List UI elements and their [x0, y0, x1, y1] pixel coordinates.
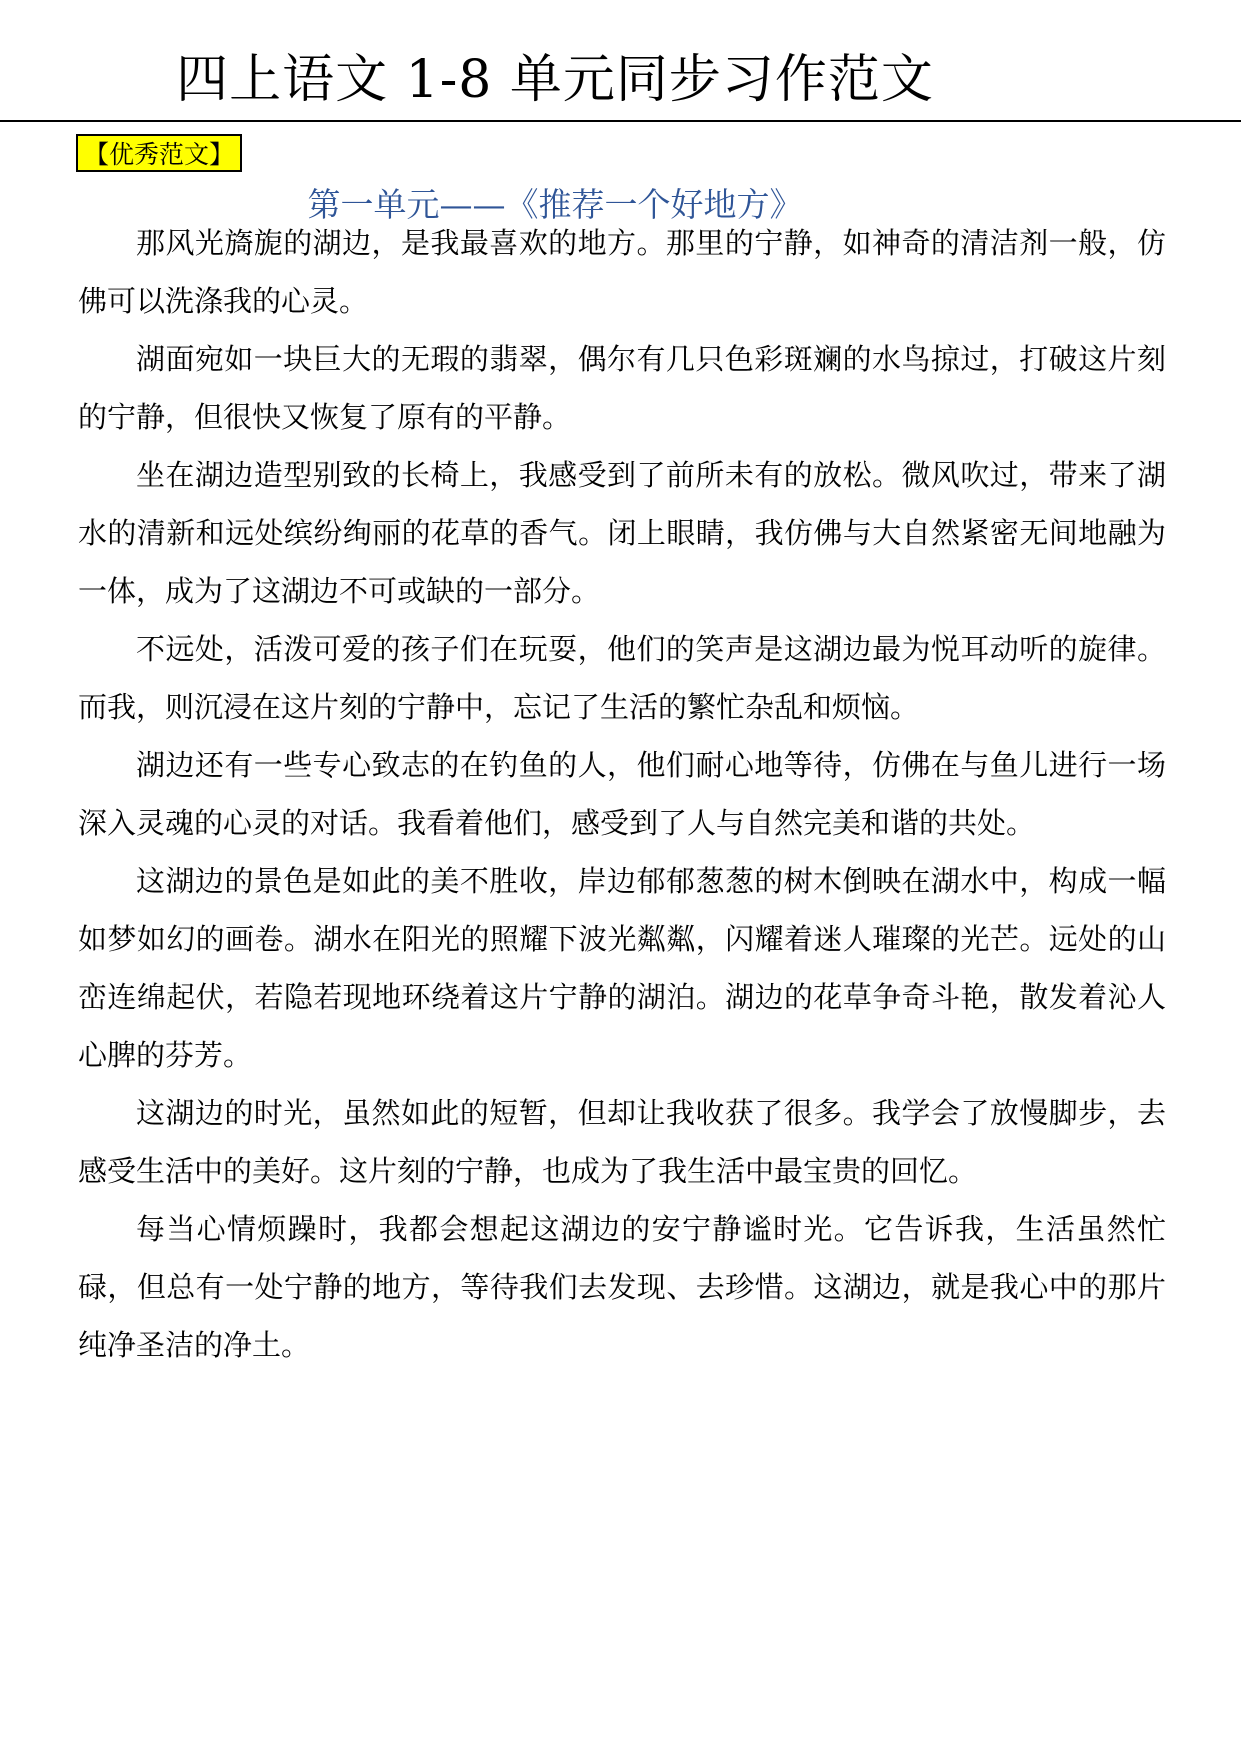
essay-paragraph: 这湖边的景色是如此的美不胜收，岸边郁郁葱葱的树木倒映在湖水中，构成一幅如梦如幻的画卷。湖水在阳光的照耀下波光粼粼，闪耀着迷人璀璨的光芒。远处的山峦连绵起伏，若隐若现地环绕着这片宁静的湖泊。湖边的花草争奇斗艳，散发着沁人心脾的芬芳。 [78, 864, 1166, 1072]
essay-paragraph: 不远处，活泼可爱的孩子们在玩耍，他们的笑声是这湖边最为悦耳动听的旋律。而我，则沉浸在这片刻的宁静中，忘记了生活的繁忙杂乱和烦恼。 [78, 632, 1166, 724]
essay-paragraph: 这湖边的时光，虽然如此的短暂，但却让我收获了很多。我学会了放慢脚步，去感受生活中的美好。这片刻的宁静，也成为了我生活中最宝贵的回忆。 [78, 1096, 1166, 1188]
excellent-sample-tag: 【优秀范文】 [76, 134, 242, 172]
document-title: 四上语文 1-8 单元同步习作范文 [176, 50, 934, 110]
essay-paragraph: 湖面宛如一块巨大的无瑕的翡翠，偶尔有几只色彩斑斓的水鸟掠过，打破这片刻的宁静，但很快又恢复了原有的平静。 [78, 342, 1166, 434]
essay-paragraph: 每当心情烦躁时，我都会想起这湖边的安宁静谧时光。它告诉我，生活虽然忙碌，但总有一处宁静的地方，等待我们去发现、去珍惜。这湖边，就是我心中的那片纯净圣洁的净土。 [78, 1212, 1166, 1362]
title-divider [0, 120, 1241, 122]
essay-paragraph: 湖边还有一些专心致志的在钓鱼的人，他们耐心地等待，仿佛在与鱼儿进行一场深入灵魂的心灵的对话。我看着他们，感受到了人与自然完美和谐的共处。 [78, 748, 1166, 840]
essay-paragraph: 那风光旖旎的湖边，是我最喜欢的地方。那里的宁静，如神奇的清洁剂一般，仿佛可以洗涤我的心灵。 [78, 226, 1166, 318]
essay-subtitle: 第一单元——《推荐一个好地方》 [307, 185, 803, 224]
essay-paragraph: 坐在湖边造型别致的长椅上，我感受到了前所未有的放松。微风吹过，带来了湖水的清新和远处缤纷绚丽的花草的香气。闭上眼睛，我仿佛与大自然紧密无间地融为一体，成为了这湖边不可或缺的一部分。 [78, 458, 1166, 608]
essay-body [78, 214, 1166, 1374]
